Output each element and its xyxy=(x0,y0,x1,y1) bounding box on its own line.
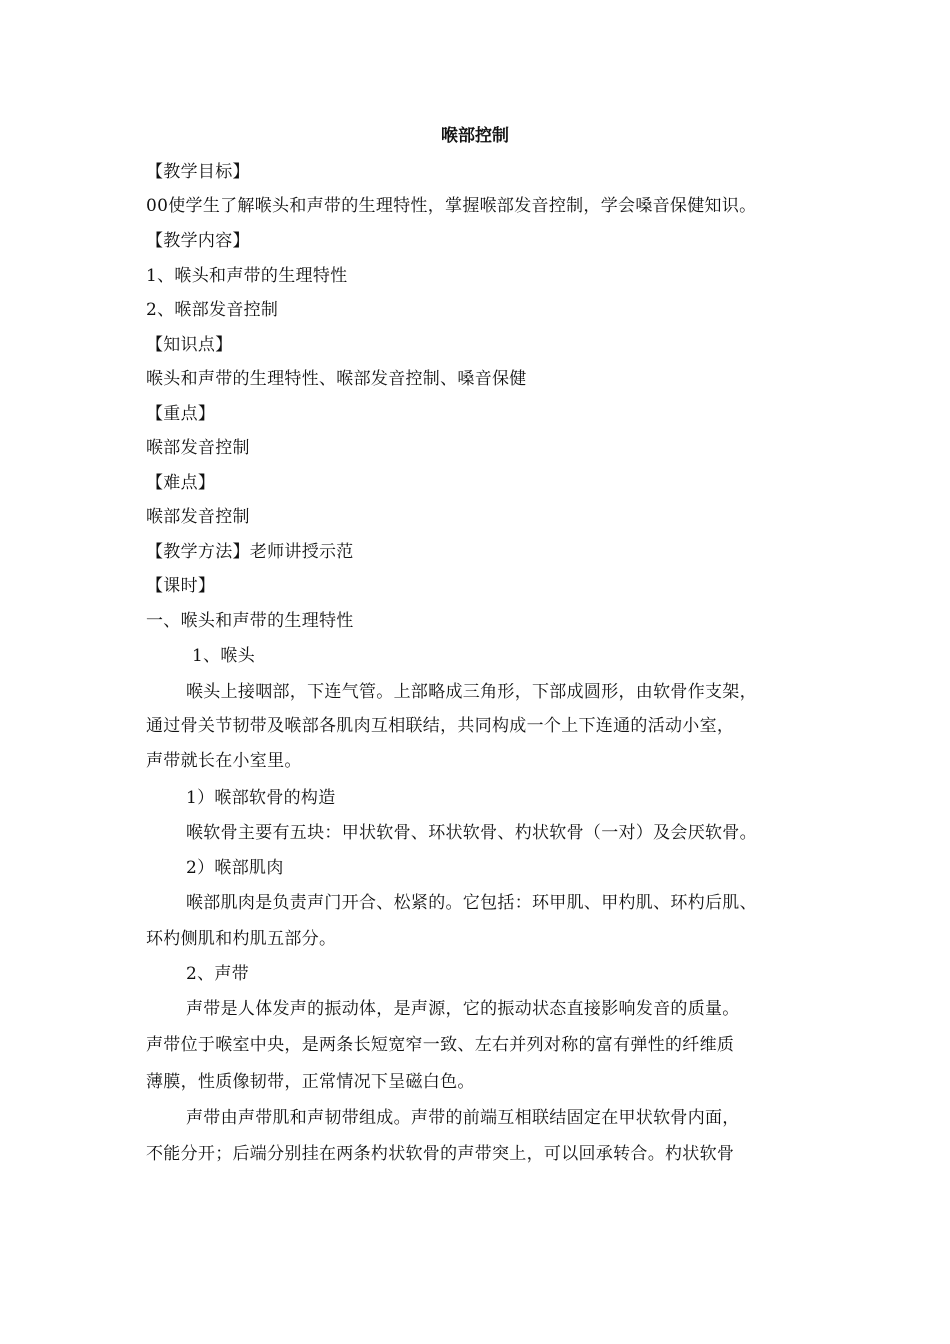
item-heading-cartilage: 1）喉部软骨的构造 xyxy=(186,788,336,808)
paragraph-vocal-cords-3: 薄膜，性质像韧带，正常情况下呈磁白色。 xyxy=(146,1072,475,1092)
paragraph-vocal-cords-2: 声带位于喉室中央，是两条长短宽窄一致、左右并列对称的富有弹性的纤维质 xyxy=(146,1035,735,1055)
paragraph-vocal-cords-5: 不能分开；后端分别挂在两条杓状软骨的声带突上，可以回承转合。杓状软骨 xyxy=(146,1144,735,1164)
item-heading-muscle: 2）喉部肌肉 xyxy=(186,858,284,878)
heading-class-hours: 【课时】 xyxy=(146,576,216,596)
heading-knowledge-points: 【知识点】 xyxy=(146,335,233,355)
paragraph-goals: 00使学生了解喉头和声带的生理特性，掌握喉部发音控制，学会嗓音保健知识。 xyxy=(146,196,757,216)
document-title: 喉部控制 xyxy=(441,126,509,146)
paragraph-cartilage: 喉软骨主要有五块：甲状软骨、环状软骨、杓状软骨（一对）及会厌软骨。 xyxy=(186,823,757,843)
heading-key-points: 【重点】 xyxy=(146,404,216,424)
paragraph-vocal-cords-1: 声带是人体发声的振动体，是声源，它的振动状态直接影响发音的质量。 xyxy=(186,999,740,1019)
heading-teaching-content: 【教学内容】 xyxy=(146,231,250,251)
paragraph-vocal-cords-4: 声带由声带肌和声韧带组成。声带的前端互相联结固定在甲状软骨内面， xyxy=(186,1108,740,1128)
content-item-1: 1、喉头和声带的生理特性 xyxy=(146,266,348,286)
heading-teaching-method: 【教学方法】老师讲授示范 xyxy=(146,542,354,562)
subsection-heading-vocal-cords: 2、声带 xyxy=(186,964,250,984)
heading-teaching-goals: 【教学目标】 xyxy=(146,162,250,182)
paragraph-larynx-1: 喉头上接咽部，下连气管。上部略成三角形，下部成圆形，由软骨作支架， xyxy=(186,682,757,702)
paragraph-larynx-3: 声带就长在小室里。 xyxy=(146,751,302,771)
section-heading-1: 一、喉头和声带的生理特性 xyxy=(146,611,354,631)
paragraph-larynx-2: 通过骨关节韧带及喉部各肌肉互相联结，共同构成一个上下连通的活动小室， xyxy=(146,716,735,736)
content-item-2: 2、喉部发音控制 xyxy=(146,300,279,320)
paragraph-muscle-1: 喉部肌肉是负责声门开合、松紧的。它包括：环甲肌、甲杓肌、环杓后肌、 xyxy=(186,893,757,913)
paragraph-muscle-2: 环杓侧肌和杓肌五部分。 xyxy=(146,929,337,949)
paragraph-knowledge-points: 喉头和声带的生理特性、喉部发音控制、嗓音保健 xyxy=(146,369,527,389)
paragraph-key-points: 喉部发音控制 xyxy=(146,438,250,458)
paragraph-difficulties: 喉部发音控制 xyxy=(146,507,250,527)
subsection-heading-larynx: 1、喉头 xyxy=(192,646,256,666)
heading-difficulties: 【难点】 xyxy=(146,473,216,493)
